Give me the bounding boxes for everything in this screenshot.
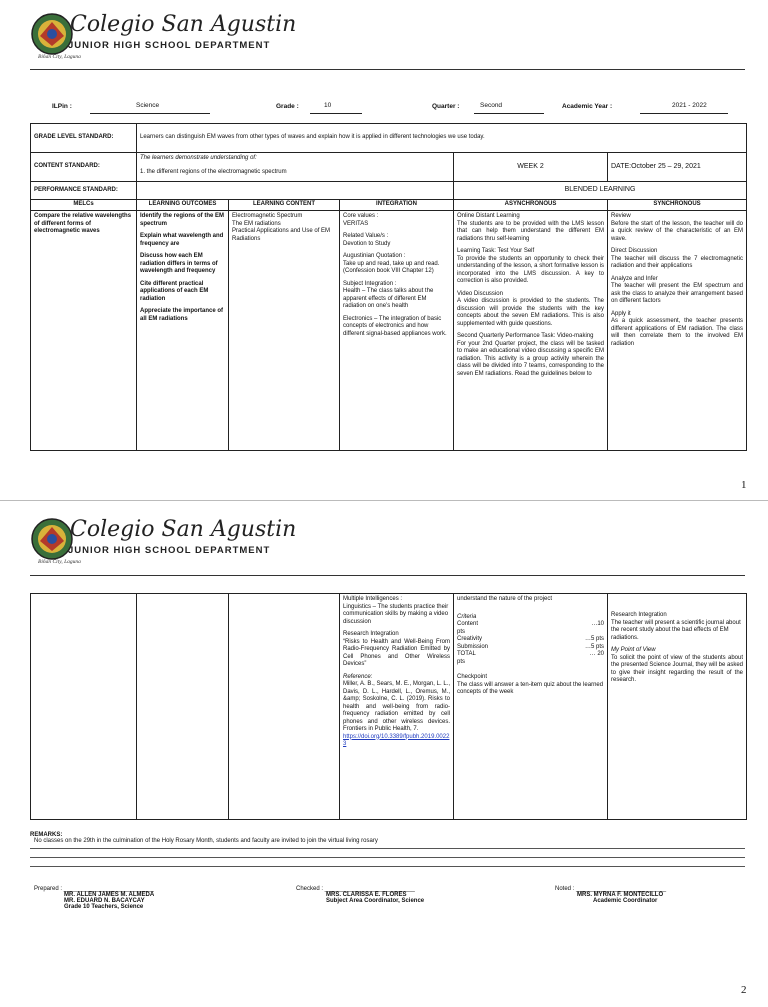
prepared-name-1: MR. ALLEN JAMES M. ALMEDA	[64, 892, 155, 898]
related-values-title: Related Value/s :	[343, 233, 389, 239]
apply-it-title: Apply it	[611, 310, 631, 317]
content-item: The EM radiations	[232, 220, 281, 227]
criteria-name: Creativity	[457, 636, 483, 642]
subject-integration-health: Health – The class talks about the apparent effects of different EM radiation on one’s health	[343, 288, 434, 309]
video-discussion-text: A video discussion is provided to the students. The discussion will provide the students with the key concepts about the seven EM radiations. This is also supplemented with guide questions.	[457, 298, 604, 327]
criteria-name: Submission	[457, 643, 489, 650]
content-standard-item: 1. the different regions of the electromagnetic spectrum	[140, 168, 287, 175]
page-number: 1	[741, 479, 747, 491]
performance-standard-text	[137, 182, 454, 200]
week-label: WEEK 2	[454, 153, 608, 182]
prepared-label: Prepared : ___________________________	[34, 886, 154, 892]
checkpoint-text: The class will answer a ten-item quiz about the learned concepts of the week	[457, 681, 604, 695]
outcomes-cell	[137, 594, 229, 820]
synchronous-cell	[608, 594, 747, 820]
content-standard-text	[137, 153, 454, 182]
grade-value: 10	[324, 102, 332, 109]
criteria-points: …10	[591, 621, 604, 627]
criteria-row	[457, 651, 604, 659]
content-standard-label: CONTENT STANDARD:	[31, 153, 137, 182]
blended-learning-label: BLENDED LEARNING	[454, 182, 747, 200]
department-name: JUNIOR HIGH SCHOOL DEPARTMENT	[68, 545, 271, 556]
column-header-melcs: MELCs	[31, 200, 137, 211]
school-header	[30, 10, 450, 70]
multiple-intelligences-text: Linguistics – The students practice their communication skills by making a video discussion	[343, 603, 449, 625]
column-header-outcomes: LEARNING OUTCOMES	[137, 200, 229, 211]
checked-by-block	[296, 886, 424, 904]
subject-integration-electronics: Electronics – The integration of basic concepts of electronics and how different signal-based appliances work.	[343, 315, 447, 337]
department-name: JUNIOR HIGH SCHOOL DEPARTMENT	[68, 40, 271, 51]
column-header-synchronous: SYNCHRONOUS	[608, 200, 747, 211]
core-values-title: Core values :	[343, 213, 379, 219]
performance-task-text: For your 2nd Quarter project, the class will be tasked to make an educational video discussing a specific EM radiation. This activity is a group activity wherein the class will be divided into 7 teams, corresponding to the seven EM radiations. Read the guidelines below to	[457, 340, 604, 377]
criteria-points: …5 pts	[584, 643, 604, 650]
lesson-plan-table-continued	[30, 593, 747, 820]
noted-label: Noted : ___________________________	[555, 886, 667, 892]
ilpin-label: ILPin :	[52, 103, 72, 110]
criteria-name: TOTAL	[457, 651, 476, 657]
school-name: Colegio San Agustin	[70, 517, 297, 542]
learning-task-title: Learning Task: Test Your Self	[457, 248, 535, 254]
async-continuation: understand the nature of the project	[457, 596, 553, 602]
analyze-infer-title: Analyze and Infer	[611, 275, 658, 282]
learning-task-text: To provide the students an opportunity to check their understanding of the lesson, a short formative lesson is incorporated into the LMS discussion. A key to correction is also provided.	[457, 255, 604, 284]
augustinian-quotation-title: Augustinian Quotation :	[343, 253, 406, 259]
lesson-plan-table	[30, 123, 747, 451]
noted-by-block	[555, 886, 666, 904]
odl-title: Online Distant Learning	[457, 213, 520, 219]
video-discussion-title: Video Discussion	[457, 290, 503, 297]
review-text: Before the start of the lesson, the teacher will do a quick review of the characteristic of an EM wave.	[611, 220, 743, 242]
research-integration-title: Research Integration	[343, 631, 399, 637]
checked-name: MRS. CLARISSA E. FLORES	[326, 892, 407, 898]
asynchronous-cell	[454, 594, 608, 820]
noted-role: Academic Coordinator	[593, 898, 658, 904]
criteria-unit: pts	[457, 628, 466, 635]
performance-task-title: Second Quarterly Performance Task: Video-making	[457, 333, 594, 339]
outcomes-cell	[137, 211, 229, 451]
content-cell	[229, 594, 340, 820]
melcs-text: Compare the relative wavelengths of different forms of electromagnetic waves	[34, 213, 132, 234]
sync-research-title: Research Integration	[611, 612, 667, 618]
school-address: Biñan City, Laguna	[38, 54, 81, 60]
ilpin-value: Science	[136, 102, 160, 109]
column-header-asynchronous: ASYNCHRONOUS	[454, 200, 608, 211]
grade-level-standard-text: Learners can distinguish EM waves from other types of waves and explain how it is applied in different technologies we use today.	[137, 124, 747, 153]
ilpin-field	[90, 103, 210, 114]
reference-link[interactable]: https://doi.org/10.3389/fpubh.2019.00223	[343, 733, 450, 747]
checkpoint-title: Checkpoint	[457, 674, 488, 680]
prepared-name-2: MR. EDUARD N. BACAYCAY	[64, 898, 145, 904]
criteria-unit: pts	[457, 658, 466, 665]
outcome-item: Explain what wavelength and frequency are	[140, 233, 224, 247]
content-standard-intro: The learners demonstrate understanding of:	[140, 155, 257, 161]
grade-label: Grade :	[276, 103, 299, 110]
date-label: DATE:October 25 – 29, 2021	[608, 153, 747, 182]
column-header-integration: INTEGRATION	[340, 200, 454, 211]
outcome-item: Discuss how each EM radiation differs in terms of wavelength and frequency	[140, 253, 218, 274]
criteria-points: … 20	[589, 651, 604, 657]
outcome-item: Identify the regions of the EM spectrum	[140, 213, 225, 227]
school-name: Colegio San Agustin	[70, 12, 297, 37]
synchronous-cell	[608, 211, 747, 451]
criteria-title: Criteria	[457, 613, 477, 620]
performance-standard-label: PERFORMANCE STANDARD:	[31, 182, 137, 200]
prepared-by-block	[34, 886, 154, 910]
school-header	[30, 515, 450, 575]
prepared-role: Grade 10 Teachers, Science	[64, 904, 144, 910]
related-values-value: Devotion to Study	[343, 240, 391, 247]
criteria-name: Content	[457, 621, 479, 627]
remarks-section	[30, 832, 745, 844]
direct-discussion-text: The teacher will discuss the 7 electromagnetic radiation and their applications	[611, 255, 743, 269]
research-integration-text: “Risks to Health and Well-Being From Radio-Frequency Radiation Emitted by Cell Phones and Other Wireless Devices”	[343, 638, 450, 667]
criteria-points: …5 pts	[584, 636, 604, 642]
header-divider	[30, 69, 745, 70]
criteria-row	[457, 636, 604, 644]
criteria-row	[457, 621, 604, 629]
remarks-text: No classes on the 29th in the culmination of the Holy Rosary Month, students and faculty are invited to join the virtual living rosary	[34, 838, 378, 844]
melcs-cell	[31, 211, 137, 451]
point-of-view-text: To solicit the point of view of the students about the presented Science Journal, they will be asked to give their insight regarding the result of the research.	[611, 654, 743, 683]
grade-field	[310, 103, 362, 114]
melcs-cell	[31, 594, 137, 820]
year-value: 2021 - 2022	[672, 102, 707, 109]
remarks-label: REMARKS:	[30, 832, 63, 838]
school-address: Biñan City, Laguna	[38, 559, 81, 565]
subject-integration-title: Subject Integration :	[343, 280, 397, 287]
direct-discussion-title: Direct Discussion	[611, 248, 658, 254]
content-item: Practical Applications and Use of EM Radiations	[232, 228, 331, 242]
point-of-view-title: My Point of View	[611, 647, 656, 653]
remarks-line	[30, 866, 745, 867]
quarter-field	[474, 103, 544, 114]
odl-text: The students are to be provided with the LMS lesson that can help them understand the different EM radiations thru self-learning	[457, 220, 604, 242]
quarter-label: Quarter :	[432, 103, 460, 110]
remarks-line	[30, 857, 745, 858]
header-divider	[30, 575, 745, 576]
reference-text: Miller, A. B., Sears, M. E., Morgan, L. L., Davis, D. L., Hardell, L., Oremus, M., &amp; Soskolne, C. L. (2019). Risks to health and well-being from radio-frequency radiation emitted by cell phones and other wireless devices. Frontiers in Public Health, 7.	[343, 681, 450, 732]
outcome-item: Appreciate the importance of all EM radiations	[140, 308, 224, 322]
integration-cell	[340, 594, 454, 820]
info-line	[30, 100, 745, 116]
asynchronous-cell	[454, 211, 608, 451]
apply-it-text: As a quick assessment, the teacher presents different applications of EM radiation. The class will then correlate them to the involved EM radiation	[611, 318, 743, 347]
review-title: Review	[611, 213, 631, 219]
page-1	[0, 0, 768, 500]
outcome-item: Cite different practical applications of each EM radiation	[140, 280, 209, 302]
page-number: 2	[741, 984, 747, 996]
year-field	[640, 103, 728, 114]
year-label: Academic Year :	[562, 103, 613, 110]
content-item: Electromagnetic Spectrum	[232, 213, 303, 219]
sync-research-text: The teacher will present a scientific journal about the recent study about the bad effects of EM radiations.	[611, 619, 741, 641]
quarter-value: Second	[480, 102, 503, 109]
reference-title: Reference:	[343, 673, 373, 680]
augustinian-quotation-value: Take up and read, take up and read. (Confession book VIII Chapter 12)	[343, 260, 440, 274]
noted-name: MRS. MYRNA F. MONTECILLO	[577, 892, 664, 898]
content-cell	[229, 211, 340, 451]
multiple-intelligences-title: Multiple Intelligences :	[343, 596, 403, 602]
criteria-row	[457, 644, 604, 652]
integration-cell	[340, 211, 454, 451]
checked-label: Checked : ___________________________	[296, 886, 415, 892]
core-values-value: VERITAS	[343, 220, 369, 227]
remarks-line	[30, 848, 745, 849]
checked-role: Subject Area Coordinator, Science	[326, 898, 425, 904]
grade-level-standard-label: GRADE LEVEL STANDARD:	[31, 124, 137, 153]
column-header-content: LEARNING CONTENT	[229, 200, 340, 211]
analyze-infer-text: The teacher will present the EM spectrum and ask the class to analyze their arrangement based on different factors	[611, 283, 743, 304]
